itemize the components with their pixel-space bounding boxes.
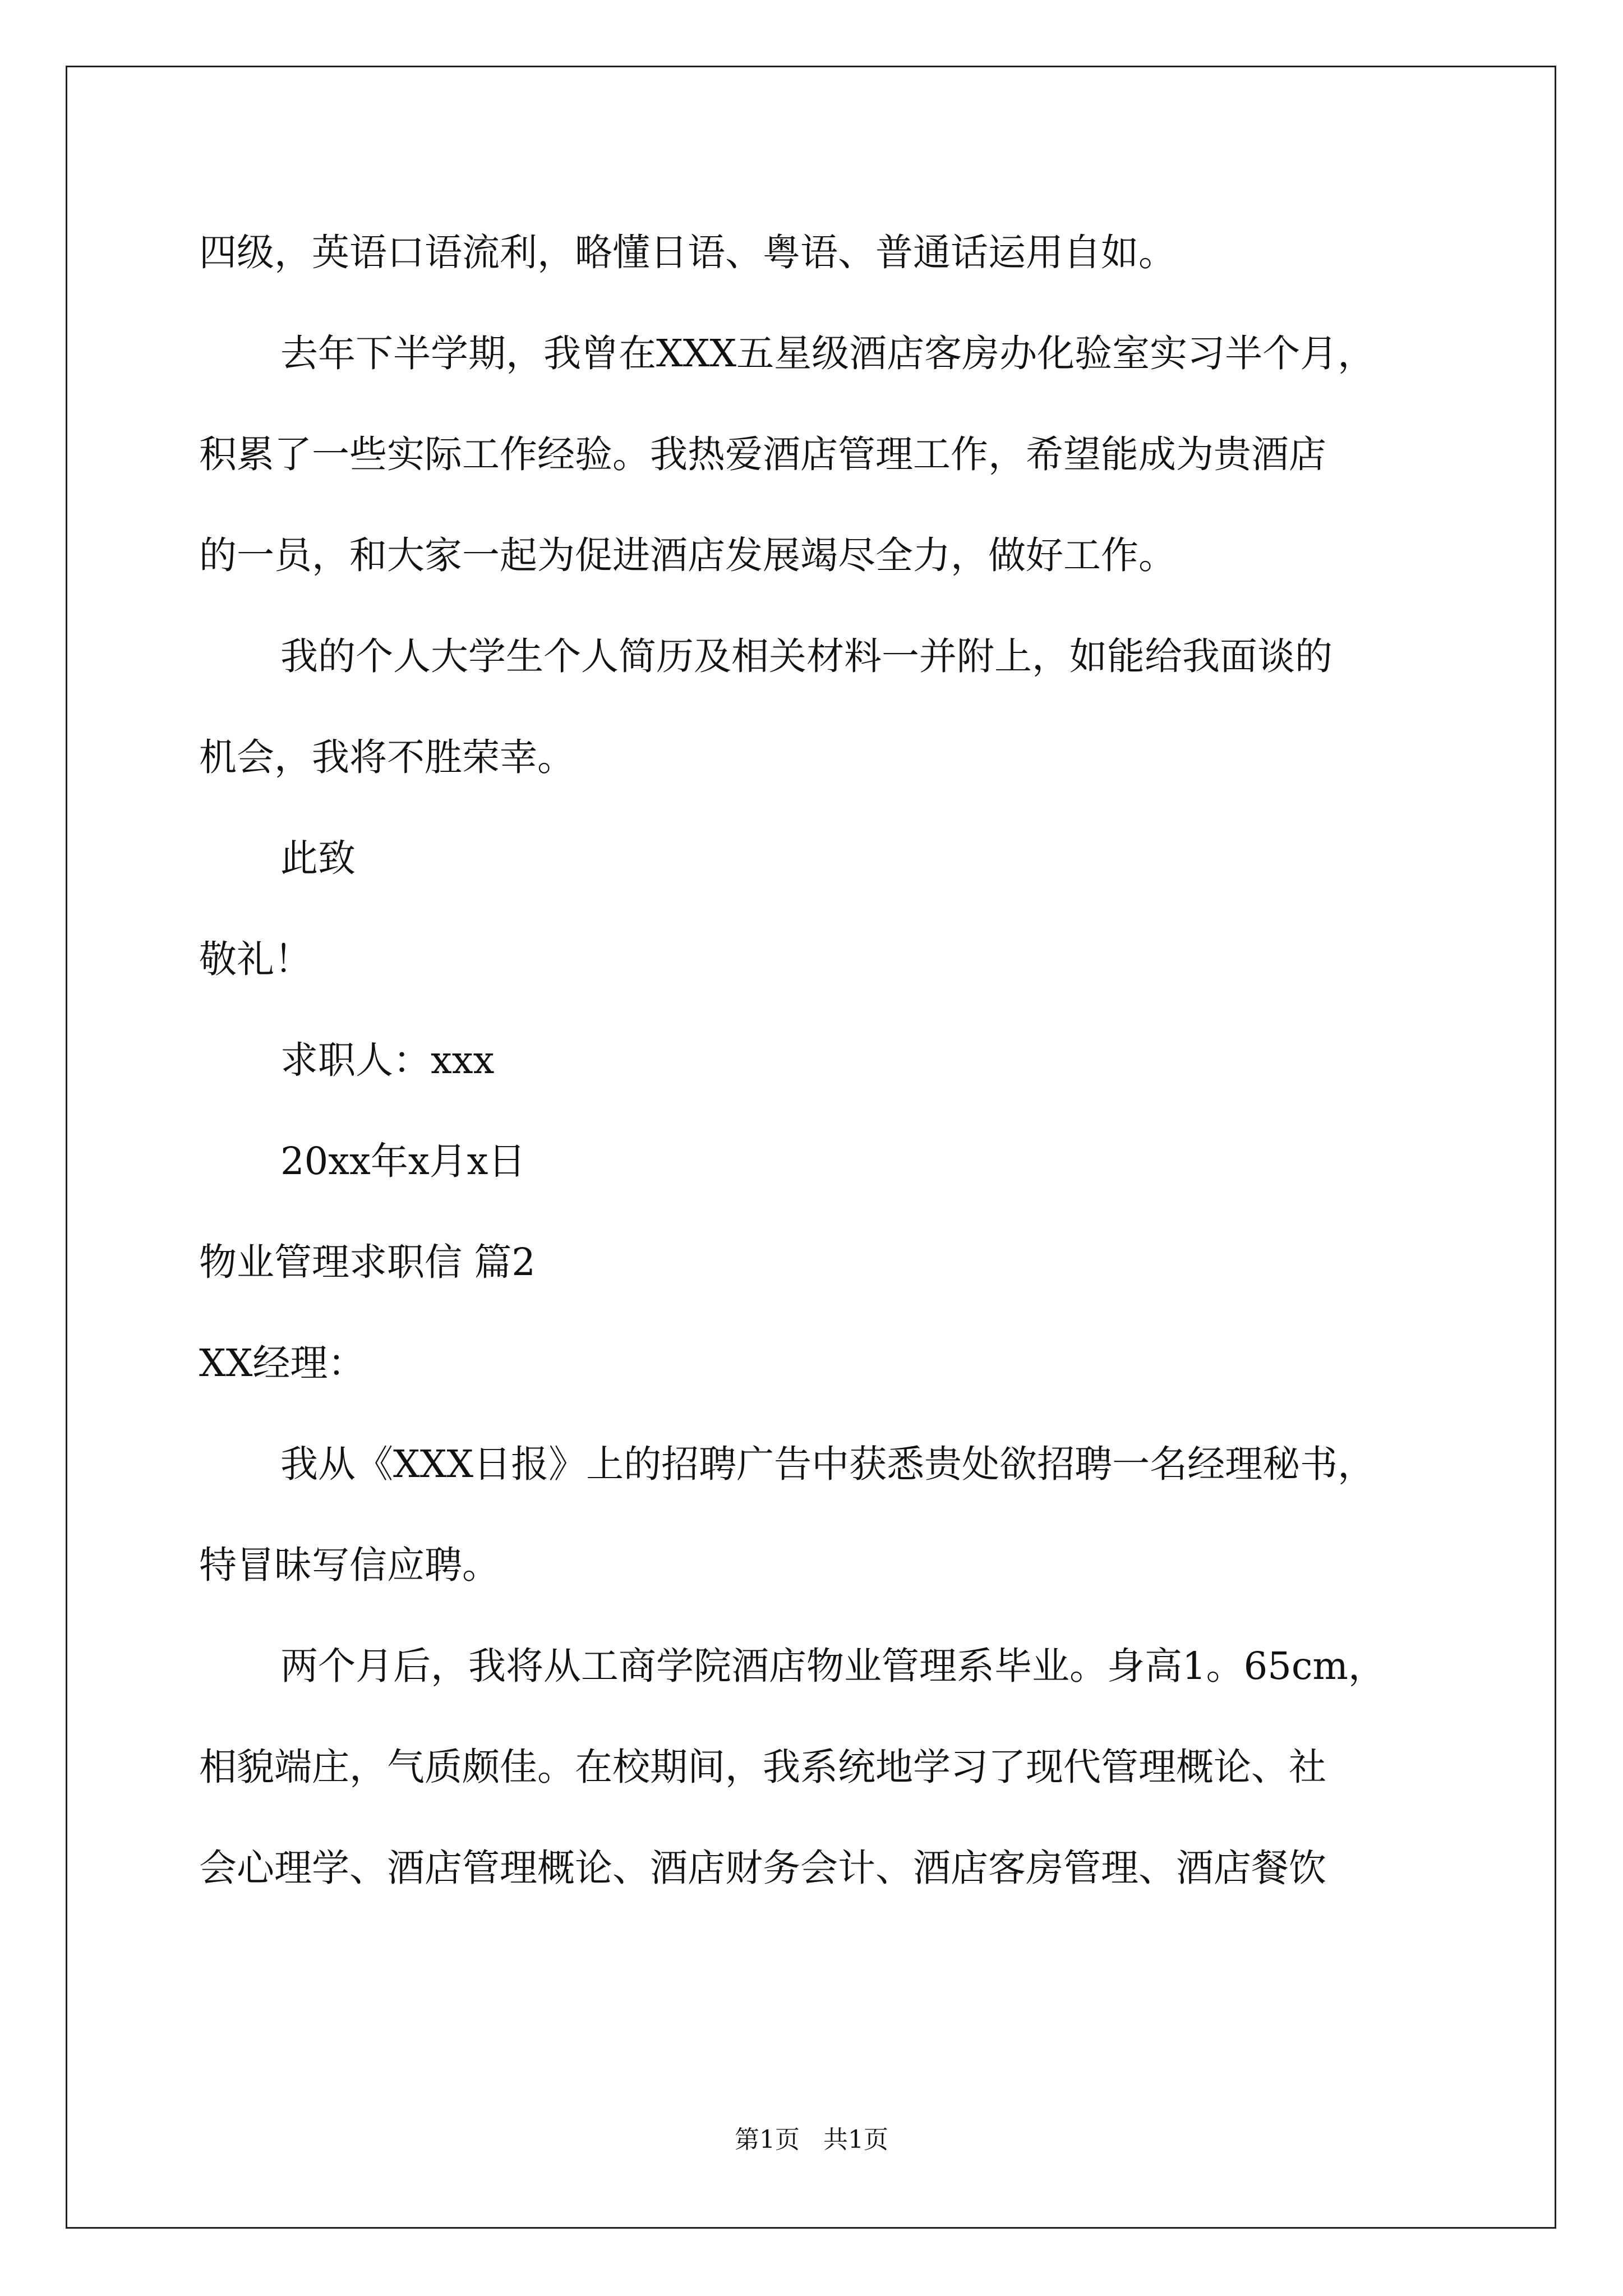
text-line: 特冒昧写信应聘。: [199, 1543, 500, 1587]
text-line: 我的个人大学生个人简历及相关材料一并附上，如能给我面谈的: [280, 634, 1332, 678]
closing-salutation: 此致: [280, 836, 356, 880]
text-line: 相貌端庄，气质颇佳。在校期间，我系统地学习了现代管理概论、社: [199, 1745, 1326, 1789]
text-line: 去年下半学期，我曾在XXX五星级酒店客房办化验室实习半个月，: [280, 332, 1376, 375]
date-line: 20xx年x月x日: [280, 1139, 526, 1183]
section-heading: 物业管理求职信 篇2: [199, 1240, 536, 1284]
text-line: 会心理学、酒店管理概论、酒店财务会计、酒店客房管理、酒店餐饮: [199, 1846, 1326, 1890]
page-number-footer: 第1页 共1页: [735, 2125, 888, 2154]
signature-line: 求职人：xxx: [280, 1038, 495, 1082]
text-line: 积累了一些实际工作经验。我热爱酒店管理工作，希望能成为贵酒店: [199, 432, 1326, 476]
text-line: 两个月后，我将从工商学院酒店物业管理系毕业。身高1。65cm，: [280, 1644, 1386, 1688]
text-line: 机会，我将不胜荣幸。: [199, 735, 575, 779]
text-line: 四级，英语口语流利，略懂日语、粤语、普通话运用自如。: [199, 231, 1176, 274]
closing-regards: 敬礼！: [199, 937, 312, 981]
text-line: 我从《XXX日报》上的招聘广告中获悉贵处欲招聘一名经理秘书，: [280, 1442, 1376, 1486]
greeting-line: XX经理：: [199, 1341, 366, 1385]
text-line: 的一员，和大家一起为促进酒店发展竭尽全力，做好工作。: [199, 533, 1176, 577]
